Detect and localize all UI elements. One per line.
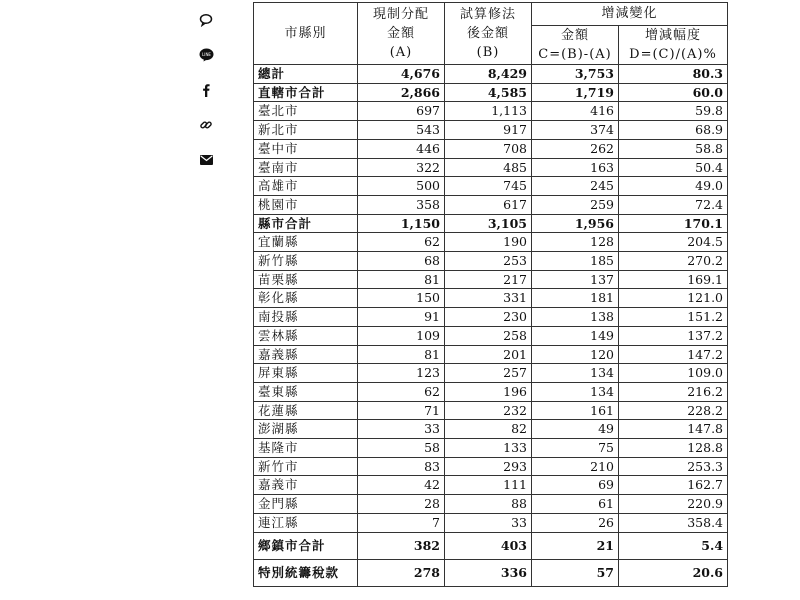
revised-amount-cell: 232 [445,401,532,420]
current-amount-cell: 81 [358,270,445,289]
change-rate-cell: 253.3 [619,457,728,476]
revised-amount-cell: 485 [445,158,532,177]
change-rate-cell: 80.3 [619,65,728,84]
revised-amount-cell: 4,585 [445,83,532,102]
table-row [254,495,728,514]
row-name-cell: 嘉義市 [254,476,358,495]
row-name-cell: 金門縣 [254,495,358,514]
table-row [254,345,728,364]
change-amount-cell: 245 [532,177,619,196]
table-row [254,214,728,233]
change-amount-cell: 49 [532,420,619,439]
change-rate-cell: 60.0 [619,83,728,102]
line-icon[interactable] [194,43,218,67]
current-amount-cell: 42 [358,476,445,495]
change-rate-cell: 204.5 [619,233,728,252]
current-amount-cell: 150 [358,289,445,308]
change-amount-cell: 416 [532,102,619,121]
revised-amount-cell: 196 [445,382,532,401]
row-name-cell: 臺東縣 [254,382,358,401]
revised-amount-cell: 293 [445,457,532,476]
change-rate-cell: 170.1 [619,214,728,233]
row-name-cell: 新竹市 [254,457,358,476]
table-row [254,476,728,495]
row-name-cell: 屏東縣 [254,364,358,383]
table-row [254,195,728,214]
row-name-cell: 臺南市 [254,158,358,177]
change-amount-cell: 374 [532,121,619,140]
current-amount-cell: 62 [358,233,445,252]
current-amount-cell: 446 [358,139,445,158]
change-rate-cell: 49.0 [619,177,728,196]
table-row [254,270,728,289]
change-amount-cell: 163 [532,158,619,177]
row-name-cell: 花蓮縣 [254,401,358,420]
current-amount-cell: 123 [358,364,445,383]
table-row [254,233,728,252]
table-row [254,439,728,458]
change-rate-cell: 137.2 [619,326,728,345]
row-name-cell: 雲林縣 [254,326,358,345]
table-row [254,65,728,84]
table-row [254,102,728,121]
change-amount-cell: 181 [532,289,619,308]
change-rate-cell: 358.4 [619,513,728,532]
revised-amount-cell: 258 [445,326,532,345]
table-row [254,308,728,327]
change-rate-cell: 109.0 [619,364,728,383]
row-name-cell: 桃園市 [254,195,358,214]
revised-amount-cell: 88 [445,495,532,514]
row-name-cell: 南投縣 [254,308,358,327]
header-revised-amount: 試算修法 後金額 (B) [445,3,532,65]
change-amount-cell: 3,753 [532,65,619,84]
row-name-cell: 基隆市 [254,439,358,458]
comment-icon[interactable] [194,8,218,32]
current-amount-cell: 697 [358,102,445,121]
change-amount-cell: 210 [532,457,619,476]
row-name-cell: 高雄市 [254,177,358,196]
current-amount-cell: 91 [358,308,445,327]
current-amount-cell: 58 [358,439,445,458]
link-icon[interactable] [194,113,218,137]
change-amount-cell: 1,719 [532,83,619,102]
change-amount-cell: 75 [532,439,619,458]
revised-amount-cell: 403 [445,532,532,559]
revised-amount-cell: 82 [445,420,532,439]
change-amount-cell: 134 [532,382,619,401]
current-amount-cell: 322 [358,158,445,177]
revenue-allocation-table [253,2,728,587]
current-amount-cell: 62 [358,382,445,401]
change-amount-cell: 262 [532,139,619,158]
row-name-cell: 特別統籌稅款 [254,559,358,586]
change-rate-cell: 147.8 [619,420,728,439]
row-name-cell: 臺北市 [254,102,358,121]
mail-icon[interactable] [194,148,218,172]
revised-amount-cell: 253 [445,252,532,271]
revised-amount-cell: 3,105 [445,214,532,233]
table-row [254,364,728,383]
change-amount-cell: 134 [532,364,619,383]
current-amount-cell: 7 [358,513,445,532]
current-amount-cell: 500 [358,177,445,196]
current-amount-cell: 1,150 [358,214,445,233]
table-row [254,326,728,345]
change-rate-cell: 128.8 [619,439,728,458]
change-rate-cell: 20.6 [619,559,728,586]
row-name-cell: 新竹縣 [254,252,358,271]
revised-amount-cell: 745 [445,177,532,196]
current-amount-cell: 2,866 [358,83,445,102]
revised-amount-cell: 708 [445,139,532,158]
row-name-cell: 苗栗縣 [254,270,358,289]
change-amount-cell: 120 [532,345,619,364]
change-rate-cell: 59.8 [619,102,728,121]
current-amount-cell: 83 [358,457,445,476]
row-name-cell: 嘉義縣 [254,345,358,364]
change-rate-cell: 72.4 [619,195,728,214]
row-name-cell: 宜蘭縣 [254,233,358,252]
current-amount-cell: 33 [358,420,445,439]
share-bar [194,8,218,183]
current-amount-cell: 81 [358,345,445,364]
header-change: 增減變化 [532,3,728,26]
table-row [254,401,728,420]
change-amount-cell: 61 [532,495,619,514]
row-name-cell: 總計 [254,65,358,84]
table-row [254,420,728,439]
revised-amount-cell: 331 [445,289,532,308]
change-amount-cell: 57 [532,559,619,586]
change-amount-cell: 69 [532,476,619,495]
table-row [254,139,728,158]
svg-text:LINE: LINE [201,52,211,57]
change-amount-cell: 185 [532,252,619,271]
change-rate-cell: 169.1 [619,270,728,289]
revised-amount-cell: 617 [445,195,532,214]
row-name-cell: 彰化縣 [254,289,358,308]
current-amount-cell: 278 [358,559,445,586]
change-rate-cell: 58.8 [619,139,728,158]
row-name-cell: 澎湖縣 [254,420,358,439]
change-rate-cell: 216.2 [619,382,728,401]
table-row [254,532,728,559]
change-rate-cell: 220.9 [619,495,728,514]
change-rate-cell: 228.2 [619,401,728,420]
change-rate-cell: 50.4 [619,158,728,177]
change-rate-cell: 5.4 [619,532,728,559]
table-row [254,559,728,586]
row-name-cell: 鄉鎮市合計 [254,532,358,559]
table-row [254,513,728,532]
table-row [254,289,728,308]
revised-amount-cell: 217 [445,270,532,289]
current-amount-cell: 109 [358,326,445,345]
change-amount-cell: 138 [532,308,619,327]
row-name-cell: 臺中市 [254,139,358,158]
table-row [254,121,728,140]
current-amount-cell: 382 [358,532,445,559]
header-region: 市縣別 [254,3,358,65]
change-amount-cell: 149 [532,326,619,345]
table-row [254,83,728,102]
table-body [254,65,728,587]
row-name-cell: 新北市 [254,121,358,140]
current-amount-cell: 71 [358,401,445,420]
revised-amount-cell: 257 [445,364,532,383]
revised-amount-cell: 230 [445,308,532,327]
change-rate-cell: 162.7 [619,476,728,495]
revised-amount-cell: 1,113 [445,102,532,121]
revised-amount-cell: 111 [445,476,532,495]
change-amount-cell: 1,956 [532,214,619,233]
change-rate-cell: 270.2 [619,252,728,271]
table-row [254,252,728,271]
row-name-cell: 縣市合計 [254,214,358,233]
revised-amount-cell: 133 [445,439,532,458]
current-amount-cell: 68 [358,252,445,271]
header-current-amount: 現制分配 金額 (A) [358,3,445,65]
header-change-rate: 增減幅度 D=(C)/(A)% [619,26,728,65]
change-rate-cell: 151.2 [619,308,728,327]
change-amount-cell: 137 [532,270,619,289]
table-row [254,158,728,177]
row-name-cell: 直轄市合計 [254,83,358,102]
revised-amount-cell: 336 [445,559,532,586]
change-rate-cell: 68.9 [619,121,728,140]
change-amount-cell: 21 [532,532,619,559]
current-amount-cell: 543 [358,121,445,140]
revised-amount-cell: 917 [445,121,532,140]
row-name-cell: 連江縣 [254,513,358,532]
revised-amount-cell: 33 [445,513,532,532]
table-row [254,382,728,401]
current-amount-cell: 4,676 [358,65,445,84]
change-amount-cell: 128 [532,233,619,252]
change-amount-cell: 26 [532,513,619,532]
change-rate-cell: 121.0 [619,289,728,308]
revised-amount-cell: 201 [445,345,532,364]
current-amount-cell: 358 [358,195,445,214]
change-amount-cell: 161 [532,401,619,420]
table-row [254,177,728,196]
table-row [254,457,728,476]
facebook-icon[interactable] [194,78,218,102]
revised-amount-cell: 190 [445,233,532,252]
current-amount-cell: 28 [358,495,445,514]
revised-amount-cell: 8,429 [445,65,532,84]
change-rate-cell: 147.2 [619,345,728,364]
change-amount-cell: 259 [532,195,619,214]
header-change-amount: 金額 C=(B)-(A) [532,26,619,65]
